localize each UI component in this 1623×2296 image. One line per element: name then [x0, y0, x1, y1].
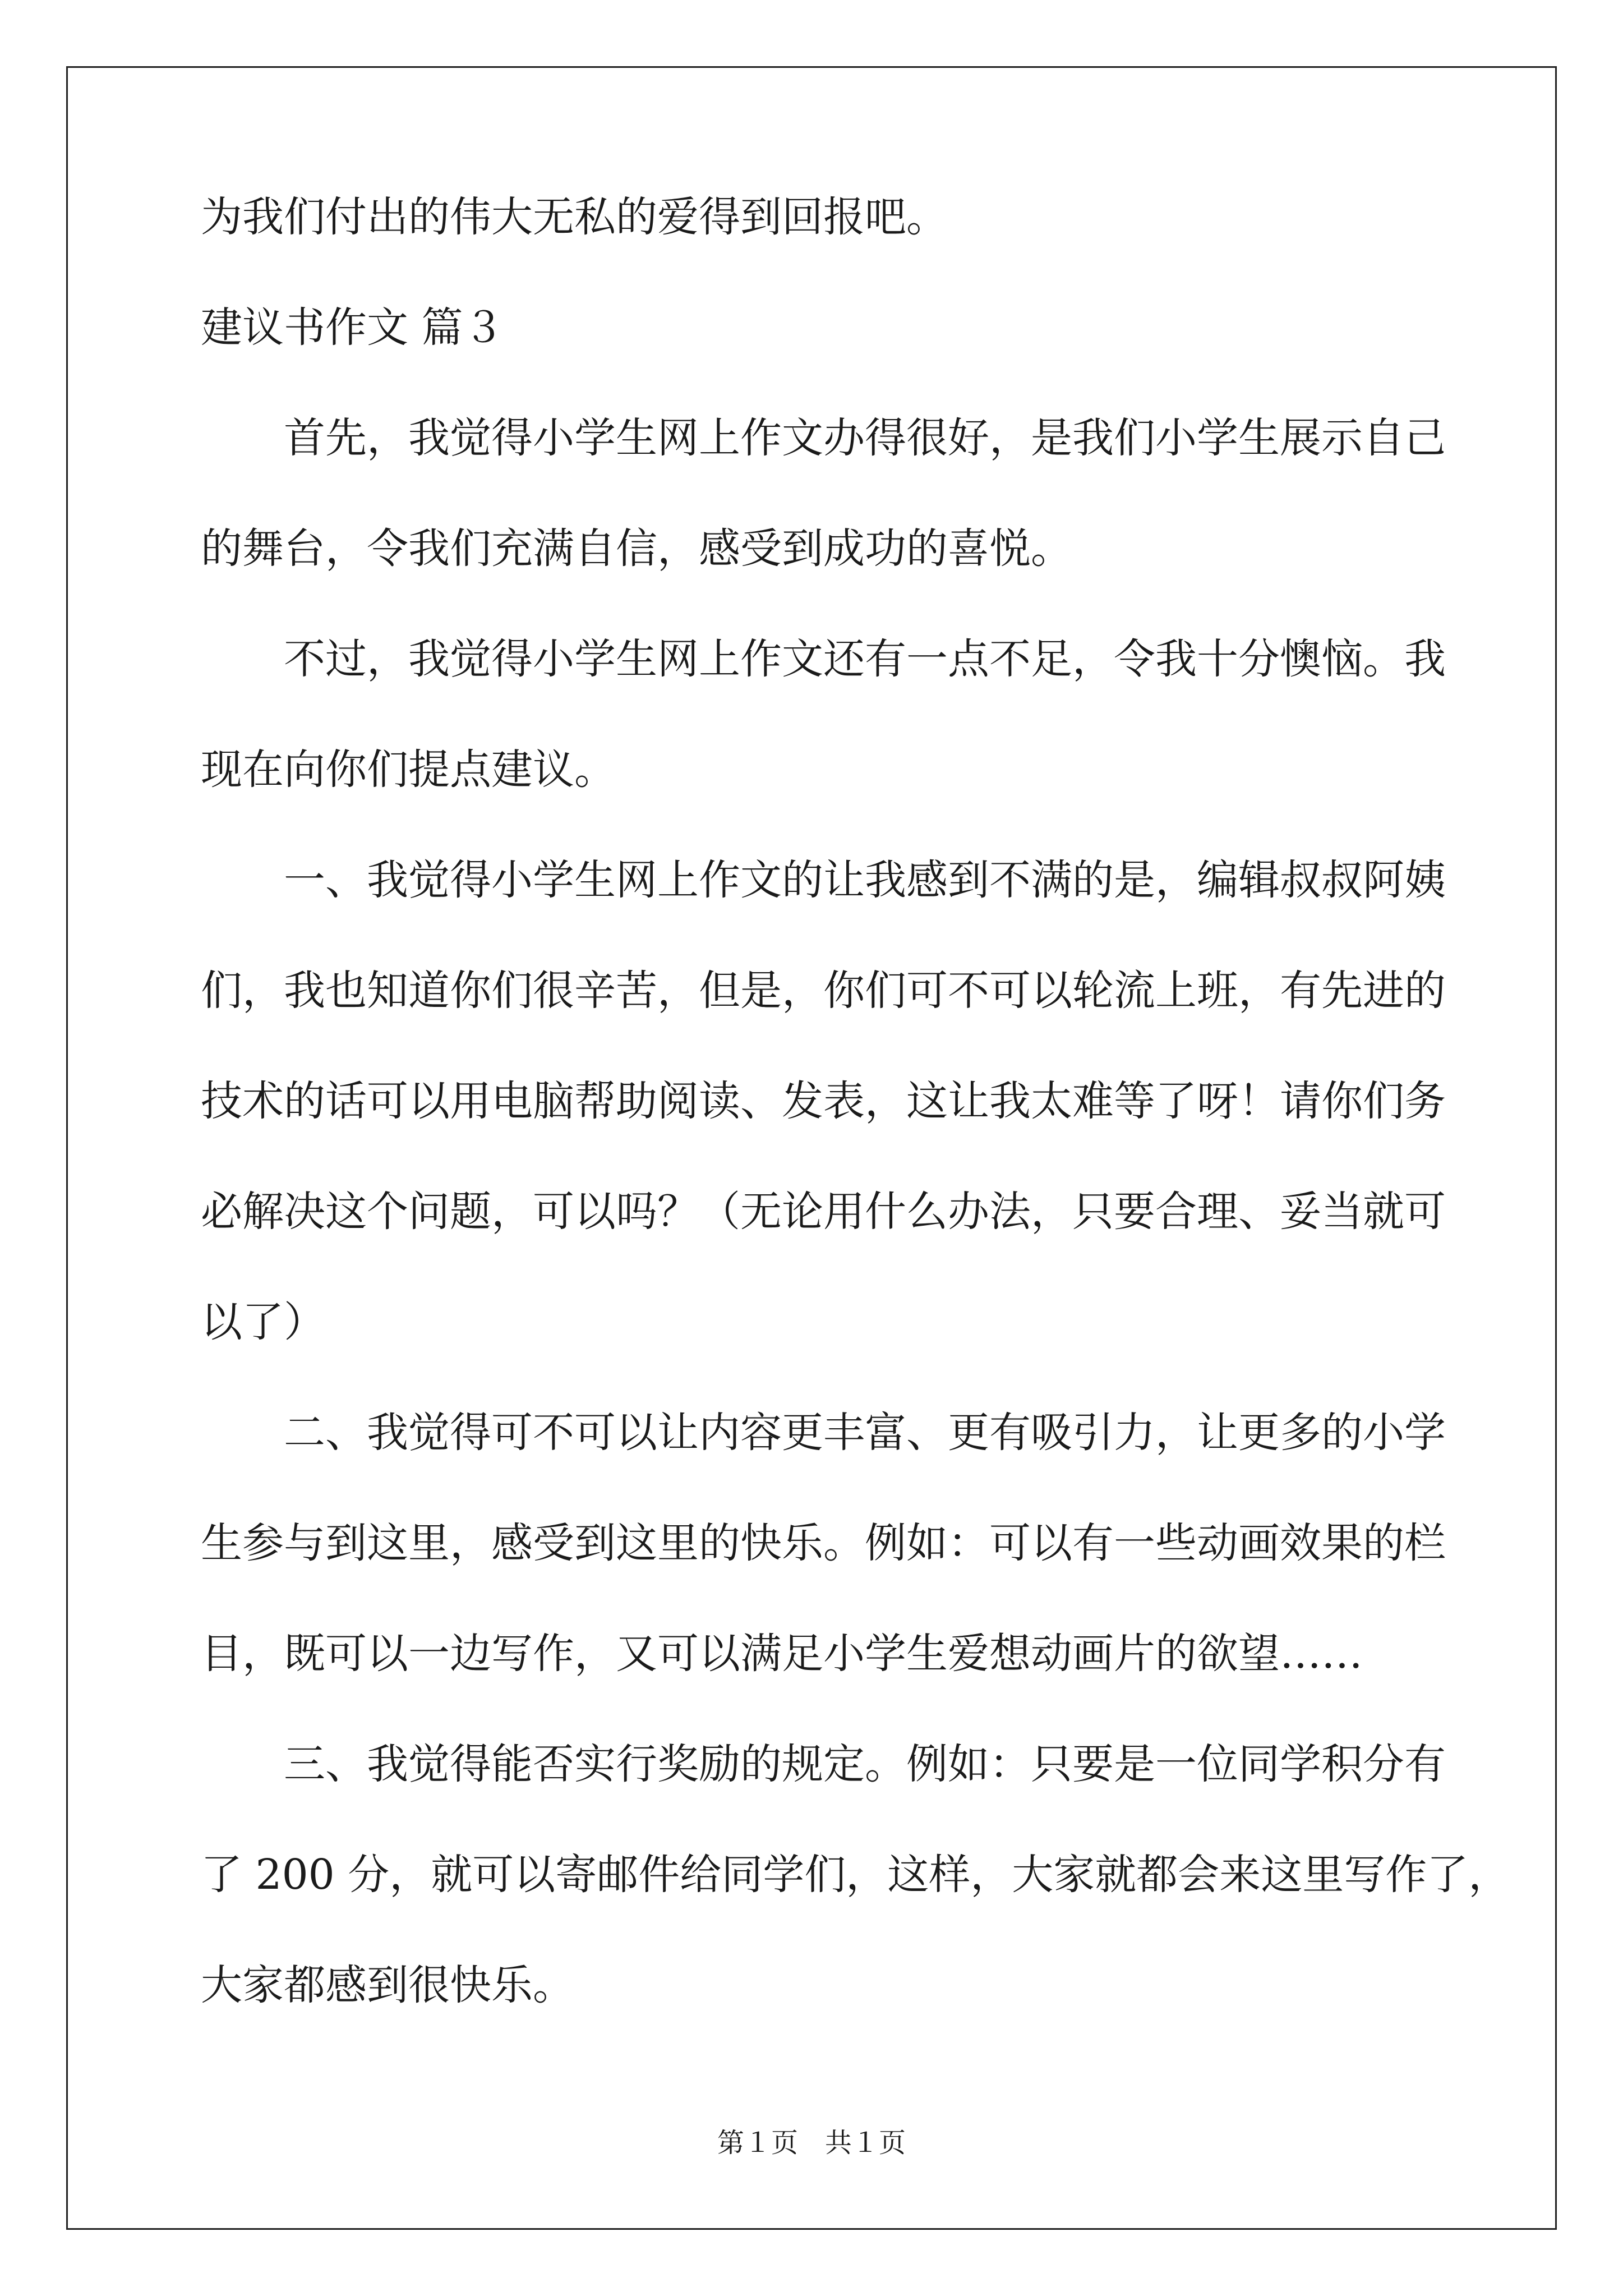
text-line: 生参与到这里，感受到这里的快乐。例如：可以有一些动画效果的栏 — [201, 1519, 1446, 1567]
text-line: 们，我也知道你们很辛苦，但是，你们可不可以轮流上班，有先进的 — [201, 967, 1446, 1015]
paragraph-line: 一、我觉得小学生网上作文的让我感到不满的是，编辑叔叔阿姨 — [284, 856, 1446, 904]
paragraph-line: 二、我觉得可不可以让内容更丰富、更有吸引力，让更多的小学 — [284, 1409, 1446, 1457]
text-line: 的舞台，令我们充满自信，感受到成功的喜悦。 — [201, 524, 1072, 573]
text-line: 必解决这个问题，可以吗？（无论用什么办法，只要合理、妥当就可 — [201, 1188, 1446, 1236]
text-line: 了 200 分，就可以寄邮件给同学们，这样，大家就都会来这里写作了， — [201, 1851, 1510, 1899]
page-number: 第１页 — [717, 2127, 798, 2159]
text-line: 为我们付出的伟大无私的爱得到回报吧。 — [201, 193, 948, 241]
paragraph-line: 不过，我觉得小学生网上作文还有一点不足，令我十分懊恼。我 — [284, 635, 1446, 683]
paragraph-line: 首先，我觉得小学生网上作文办得很好，是我们小学生展示自己 — [284, 414, 1446, 462]
page-total: 共１页 — [825, 2127, 906, 2159]
text-line: 以了） — [201, 1298, 325, 1346]
text-line: 大家都感到很快乐。 — [201, 1961, 574, 2009]
text-line: 技术的话可以用电脑帮助阅读、发表，这让我太难等了呀！请你们务 — [201, 1077, 1446, 1125]
paragraph-line: 三、我觉得能否实行奖励的规定。例如：只要是一位同学积分有 — [284, 1740, 1446, 1788]
section-heading: 建议书作文 篇３ — [201, 303, 505, 352]
text-line: 目，既可以一边写作，又可以满足小学生爱想动画片的欲望…… — [201, 1630, 1363, 1678]
document-body — [201, 193, 1510, 2009]
text-line: 现在向你们提点建议。 — [201, 746, 616, 794]
page-footer — [0, 2127, 1623, 2159]
